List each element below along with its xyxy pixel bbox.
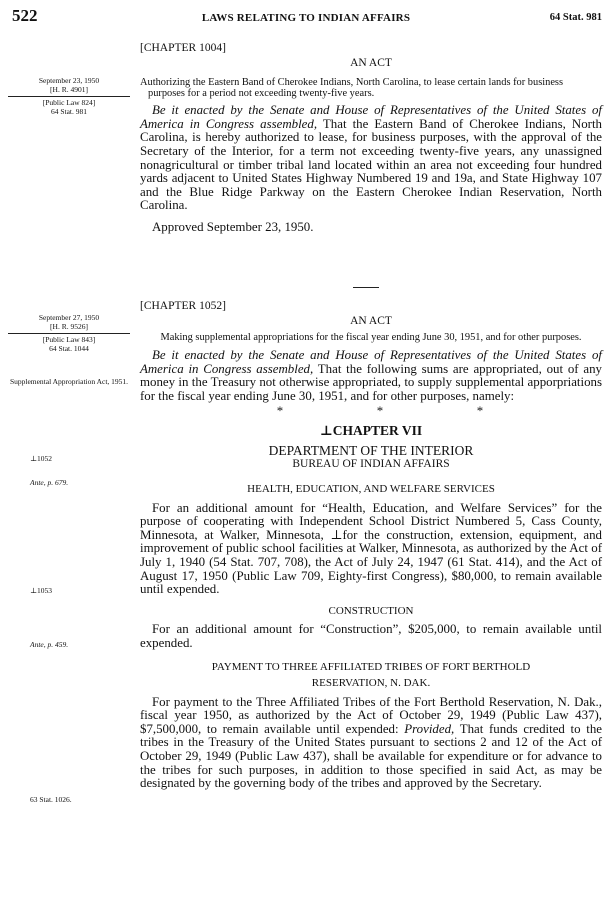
provided-clause: Provided,: [404, 721, 455, 736]
act1-margin-stat: 64 Stat. 981: [50, 107, 88, 116]
act1: [140, 42, 602, 235]
act2-enacting-clause: Be it enacted by the Senate and House of Representatives of the United States of America in Congress assembled,: [140, 348, 602, 376]
act1-margin-rule: [8, 96, 130, 97]
act2-margin-date: September 27, 1950: [38, 313, 100, 322]
act2-margin-supplemental: Supplemental Appropriation Act, 1951.: [9, 377, 129, 386]
act2-margin-stat: 64 Stat. 1044: [49, 344, 89, 353]
header-stat-ref: 64 Stat. 981: [549, 12, 602, 23]
act2-body: That the following sums are appropriated, out of any money in the Treasury not otherwise appropriated, to supply supplemental apporpriations for the fiscal year ending June 30, 1951, and for other purposes, namely:: [140, 361, 602, 403]
margin-ante-459: Ante, p. 459.: [30, 640, 69, 649]
act2-title: AN ACT: [350, 314, 392, 327]
margin-page-mark-1053: ⊥1053: [30, 586, 53, 595]
omission-stars: [230, 405, 530, 419]
margin-page-mark-1052: ⊥1052: [30, 454, 53, 463]
star: *: [476, 403, 484, 418]
star: *: [276, 403, 284, 418]
section-fort-berthold-body-1: For payment to the Three Affiliated Tribes of the Fort Berthold Reservation, N. Dak., fiscal year 1950, as authorized by the Act of October 29, 1949 (Public Law 437), $7,500,000, to remain available until expended:: [140, 694, 602, 736]
act1-text: [140, 104, 602, 213]
department-heading: DEPARTMENT OF THE INTERIOR: [268, 442, 474, 458]
section-construction-title: CONSTRUCTION: [328, 604, 414, 617]
act2-margin-public-law: [Public Law 843]: [42, 335, 96, 344]
act2: [140, 300, 602, 791]
act1-margin-hr: [H. R. 4901]: [50, 85, 88, 94]
section-fort-berthold-body: [140, 696, 602, 791]
act1-summary: Authorizing the Eastern Band of Cherokee Indians, North Carolina, to lease certain lands for business purposes for a period not exceeding twenty-five years.: [140, 77, 564, 100]
act2-text: [140, 349, 602, 403]
act2-margin-note: [8, 313, 130, 353]
act1-enacting-clause: Be it enacted by the Senate and House of Representatives of the United States of America in Congress assembled,: [140, 103, 602, 131]
act2-summary: Making supplemental appropriations for the fiscal year ending June 30, 1951, and for other purposes.: [160, 332, 582, 344]
act1-title: AN ACT: [350, 56, 392, 69]
section-fort-berthold-title-2: RESERVATION, N. DAK.: [311, 677, 431, 690]
margin-63-stat: 63 Stat. 1026.: [30, 795, 72, 804]
section-construction-body: For an additional amount for “Construction”, $205,000, to remain available until expended.: [140, 622, 602, 650]
page-number: 522: [12, 6, 38, 25]
act1-margin-date: September 23, 1950: [38, 76, 100, 85]
act2-chapter: [CHAPTER 1052]: [140, 300, 226, 312]
act1-body: That the Eastern Band of Cherokee Indians, North Carolina, is hereby authorized to lease, for business purposes, with the approval of the Secretary of the Interior, for a term not exceeding twenty-five years, any unassigned nonagricultural or timber tribal land located within an area not exceeding four hundred yards adjacent to United States Highway Numbered 19 and 19a, and State Highway 107 and the Blue Ridge Parkway on the Eastern Cherokee Indian Reservation, North Carolina.: [140, 116, 602, 213]
chapter-vii-heading: ⊥CHAPTER VII: [319, 423, 423, 439]
star: *: [376, 403, 384, 418]
act1-margin-note: [8, 76, 130, 116]
section-health-body: For an additional amount for “Health, Education, and Welfare Services” for the purpose of cooperating with Independent School District Numbered 5, Cass County, Minnesota, at Walker, Minnesota, ⊥for the construction, extension, equipment, and improvement of public school facilities at Walker, Minnesota, as authorized by the Act of July 1, 1940 (54 Stat. 707, 708), the Act of July 24, 1947 (61 Stat. 414), and the Act of August 17, 1950 (Public Law 709, Eighty-first Congress), $80,000, to remain available until expended.: [140, 500, 602, 597]
act2-margin-rule: [8, 333, 130, 334]
margin-ante-679: Ante, p. 679.: [30, 478, 69, 487]
act1-margin-public-law: [Public Law 824]: [42, 98, 96, 107]
act1-chapter: [CHAPTER 1004]: [140, 42, 226, 54]
section-health-title: HEALTH, EDUCATION, AND WELFARE SERVICES: [247, 482, 495, 495]
section-fort-berthold-title-1: PAYMENT TO THREE AFFILIATED TRIBES OF FORT BERTHOLD: [211, 661, 531, 674]
section-divider: [353, 287, 379, 288]
act1-approved: Approved September 23, 1950.: [152, 219, 314, 234]
bureau-heading: BUREAU OF INDIAN AFFAIRS: [292, 458, 450, 471]
act2-margin-hr: [H. R. 9526]: [50, 322, 88, 331]
running-title: LAWS RELATING TO INDIAN AFFAIRS: [201, 12, 411, 24]
section-fort-berthold-body-2: That funds credited to the tribes in the Treasury of the United States pursuant to sections 2 and 12 of the Act of October 29, 1949 (Public Law 437), shall be available for expenditure or for advance to the tribes for such purposes, in addition to those specified in said Act, as may be designated by the governing body of the tribes and approved by the Secretary.: [140, 721, 602, 791]
